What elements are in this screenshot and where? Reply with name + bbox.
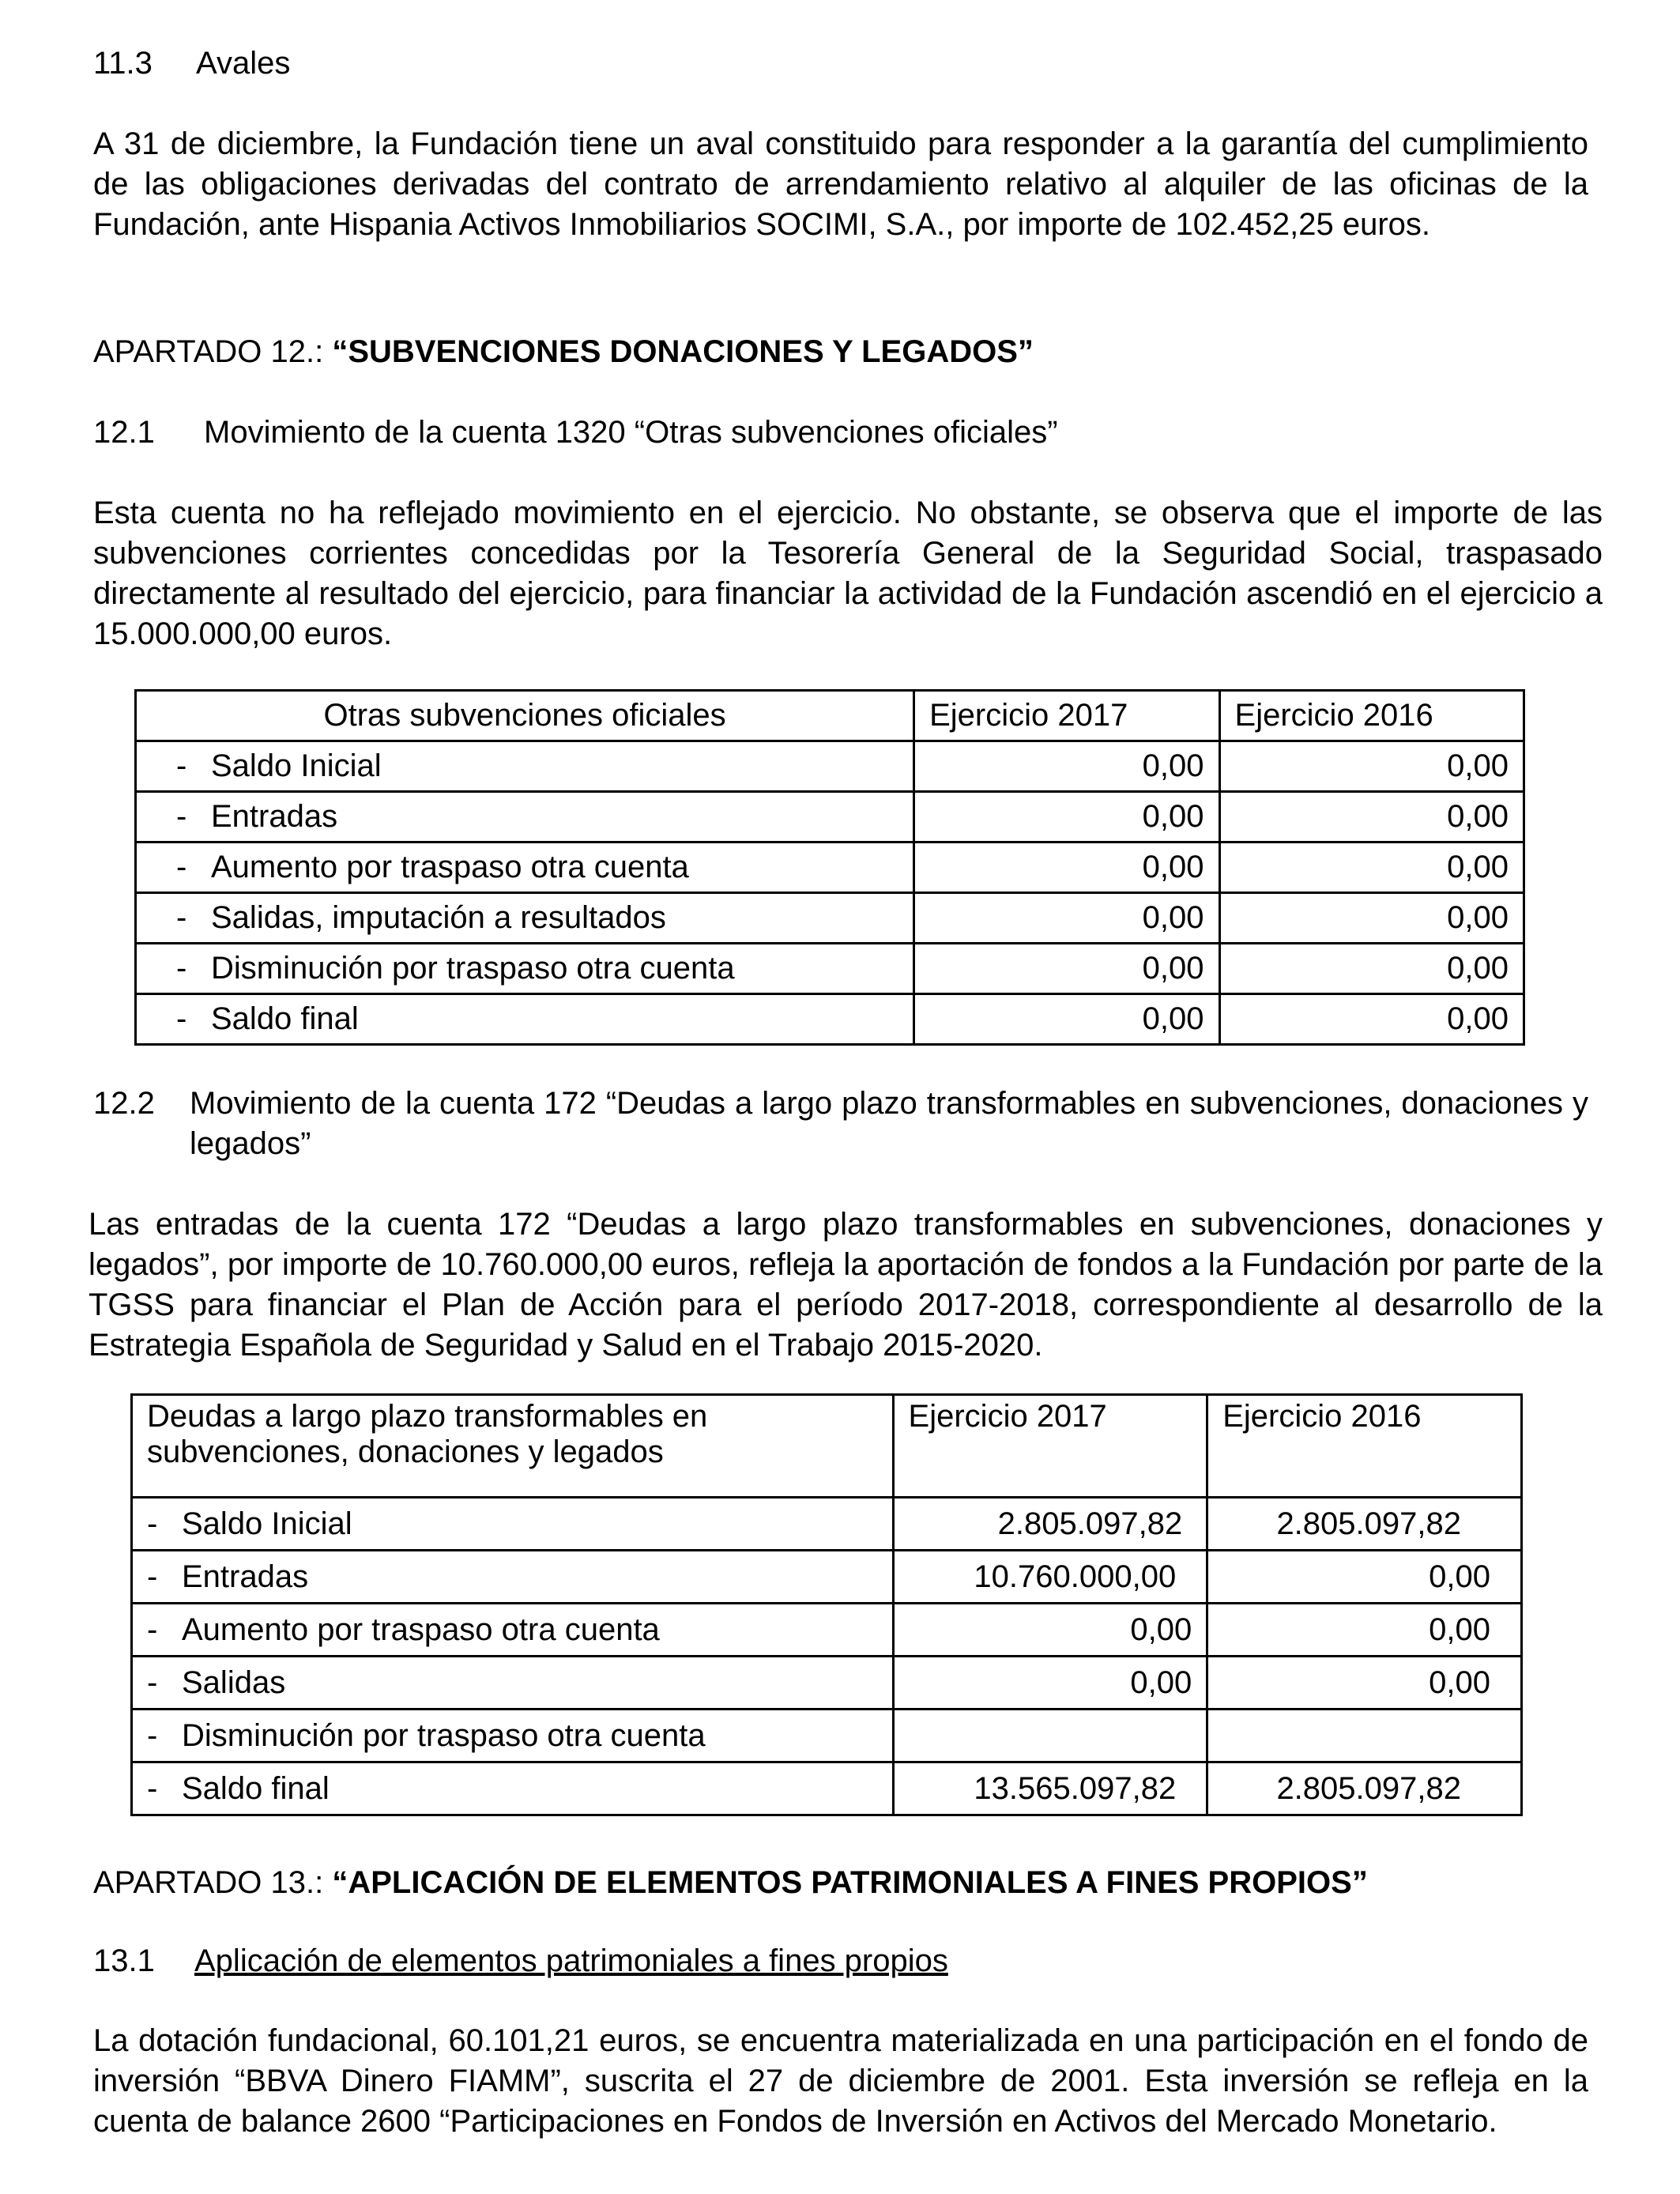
- table-header-cell: Ejercicio 2016: [1207, 1395, 1522, 1498]
- row-label: - Aumento por traspaso otra cuenta: [132, 1604, 894, 1657]
- row-label: - Saldo final: [132, 1762, 894, 1815]
- section-number: 11.3: [93, 46, 153, 81]
- table-row: [136, 994, 1524, 1045]
- section-12-2-heading: [93, 1084, 1588, 1164]
- value-2017: 13.565.097,82: [893, 1762, 1207, 1815]
- otras-subvenciones-table: [134, 689, 1525, 1046]
- table-row: [136, 792, 1524, 843]
- table-row: [132, 1710, 1522, 1762]
- table-row: [136, 944, 1524, 994]
- table-header-row: [136, 691, 1524, 741]
- section-13-1-heading: [93, 1941, 948, 1981]
- table-header-cell: Ejercicio 2016: [1219, 691, 1524, 741]
- value-2016: 0,00: [1219, 843, 1524, 893]
- section-12-1-heading: [93, 413, 1058, 453]
- table-row: [132, 1762, 1522, 1815]
- value-2016: 0,00: [1207, 1551, 1522, 1604]
- value-2017: [893, 1710, 1207, 1762]
- table-header-row: [132, 1395, 1522, 1498]
- table-row: [136, 893, 1524, 944]
- row-label: - Aumento por traspaso otra cuenta: [136, 843, 914, 893]
- section-title: Avales: [196, 46, 291, 81]
- value-2016: 0,00: [1207, 1657, 1522, 1710]
- value-2017: 0,00: [914, 944, 1219, 994]
- apartado-12-heading: [93, 332, 1034, 372]
- section-11-3-heading: [93, 43, 290, 84]
- apartado-title: “APLICACIÓN DE ELEMENTOS PATRIMONIALES A FINES PROPIOS”: [332, 1865, 1368, 1900]
- table-row: [136, 741, 1524, 792]
- table-row: [132, 1498, 1522, 1551]
- section-12-2-paragraph: Las entradas de la cuenta 172 “Deudas a largo plazo transformables en subvenciones, donaciones y legados”, por importe de 10.760.000,00 euros, refleja la aportación de fondos a la Fundación por parte de la TGSS para financiar el Plan de Acción para el período 2017-2018, correspondiente al desarrollo de la Estrategia Española de Seguridad y Salud en el Trabajo 2015-2020.: [89, 1207, 1603, 1363]
- value-2016: 0,00: [1207, 1604, 1522, 1657]
- table-header-cell: Ejercicio 2017: [914, 691, 1219, 741]
- row-label: - Saldo Inicial: [136, 741, 914, 792]
- section-number: 12.1: [93, 415, 155, 450]
- value-2016: 0,00: [1219, 893, 1524, 944]
- table-row: [132, 1604, 1522, 1657]
- value-2017: 0,00: [914, 843, 1219, 893]
- value-2017: 0,00: [893, 1657, 1207, 1710]
- table-header-cell: Deudas a largo plazo transformables en subvenciones, donaciones y legados: [132, 1395, 894, 1498]
- section-number: 13.1: [93, 1943, 155, 1978]
- section-title: Movimiento de la cuenta 172 “Deudas a largo plazo transformables en subvenciones, donaciones y legados”: [190, 1086, 1588, 1161]
- row-label: - Disminución por traspaso otra cuenta: [132, 1710, 894, 1762]
- section-12-1-paragraph: Esta cuenta no ha reflejado movimiento en el ejercicio. No obstante, se observa que el importe de las subvenciones corrientes concedidas por la Tesorería General de la Seguridad Social, traspasado directamente al resultado del ejercicio, para financiar la actividad de la Fundación ascendió en el ejercicio a 15.000.000,00 euros.: [93, 496, 1603, 651]
- section-11-3-paragraph: A 31 de diciembre, la Fundación tiene un aval constituido para responder a la garantía del cumplimiento de las obligaciones derivadas del contrato de arrendamiento relativo al alquiler de las oficinas de la Fundación, ante Hispania Activos Inmobiliarios SOCIMI, S.A., por importe de 102.452,25 euros.: [93, 126, 1588, 242]
- row-label: - Entradas: [136, 792, 914, 843]
- value-2016: [1207, 1710, 1522, 1762]
- section-title: Movimiento de la cuenta 1320 “Otras subvenciones oficiales”: [204, 415, 1058, 450]
- deudas-largo-plazo-table: [130, 1393, 1523, 1816]
- apartado-prefix: APARTADO 13.:: [93, 1865, 324, 1900]
- value-2017: 0,00: [914, 994, 1219, 1045]
- row-label: - Saldo Inicial: [132, 1498, 894, 1551]
- value-2017: 0,00: [893, 1604, 1207, 1657]
- row-label: - Salidas, imputación a resultados: [136, 893, 914, 944]
- table-row: [132, 1551, 1522, 1604]
- table-header-cell: Ejercicio 2017: [893, 1395, 1207, 1498]
- table-row: [132, 1657, 1522, 1710]
- value-2017: 0,00: [914, 792, 1219, 843]
- value-2016: 0,00: [1219, 741, 1524, 792]
- value-2017: 0,00: [914, 741, 1219, 792]
- value-2016: 0,00: [1219, 792, 1524, 843]
- value-2016: 2.805.097,82: [1207, 1762, 1522, 1815]
- row-label: - Salidas: [132, 1657, 894, 1710]
- value-2016: 0,00: [1219, 994, 1524, 1045]
- apartado-title: “SUBVENCIONES DONACIONES Y LEGADOS”: [332, 334, 1034, 369]
- value-2016: 2.805.097,82: [1207, 1498, 1522, 1551]
- section-title: Aplicación de elementos patrimoniales a fines propios: [194, 1943, 948, 1978]
- table-header-cell: Otras subvenciones oficiales: [136, 691, 914, 741]
- section-13-1-paragraph: La dotación fundacional, 60.101,21 euros, se encuentra materializada en una participación en el fondo de inversión “BBVA Dinero FIAMM”, suscrita el 27 de diciembre de 2001. Esta inversión se refleja en la cuenta de balance 2600 “Participaciones en Fondos de Inversión en Activos del Mercado Monetario.: [93, 2023, 1588, 2139]
- value-2016: 0,00: [1219, 944, 1524, 994]
- section-number: 12.2: [93, 1086, 155, 1121]
- apartado-13-heading: [93, 1863, 1368, 1903]
- row-label: - Entradas: [132, 1551, 894, 1604]
- value-2017: 10.760.000,00: [893, 1551, 1207, 1604]
- apartado-prefix: APARTADO 12.:: [93, 334, 324, 369]
- value-2017: 0,00: [914, 893, 1219, 944]
- row-label: - Saldo final: [136, 994, 914, 1045]
- table-row: [136, 843, 1524, 893]
- row-label: - Disminución por traspaso otra cuenta: [136, 944, 914, 994]
- value-2017: 2.805.097,82: [893, 1498, 1207, 1551]
